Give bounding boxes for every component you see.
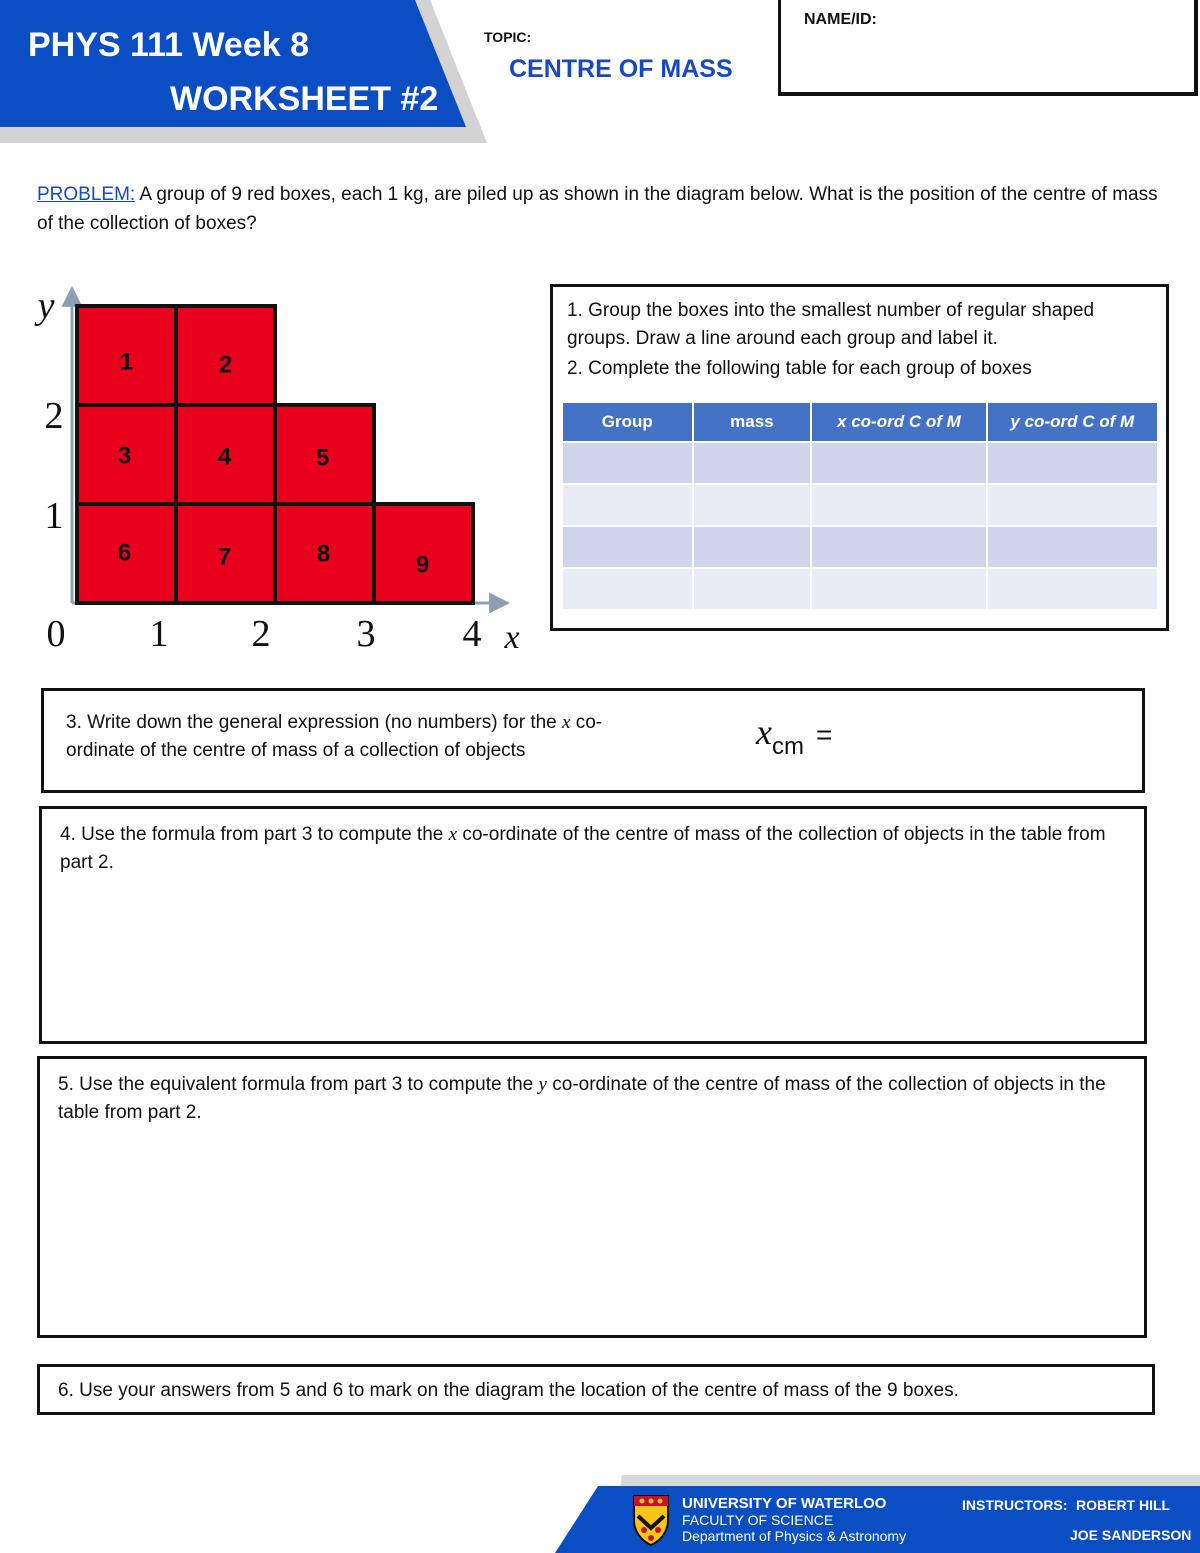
y-axis-label: y: [37, 285, 55, 327]
x-axis-label: x: [504, 619, 520, 656]
col-header-group: Group: [562, 402, 693, 442]
box-label-2: 2: [218, 351, 233, 379]
question-4-box[interactable]: [39, 806, 1147, 1044]
question-5-text-b: co-ordinate of the centre of mass of the collection of objects in the table from part 2.: [58, 1074, 1106, 1123]
x-tick-label-2: 2: [251, 613, 271, 655]
table-cell[interactable]: [811, 526, 986, 568]
question-3-text-b: co-ordinate of the centre of mass of a collection of objects: [66, 712, 603, 761]
header-banner: [0, 0, 500, 145]
table-cell[interactable]: [562, 568, 693, 610]
x-tick-label-3: 3: [356, 613, 376, 655]
question-1-2-box: [550, 284, 1169, 631]
box-label-9: 9: [415, 551, 430, 579]
question-3-box[interactable]: [41, 688, 1145, 793]
xcm-formula: [756, 711, 833, 760]
table-cell[interactable]: [693, 442, 812, 484]
table-row: [562, 526, 1158, 568]
box-label-8: 8: [316, 540, 331, 568]
table-cell[interactable]: [987, 484, 1158, 526]
instructor-1: ROBERT HILL: [1076, 1497, 1171, 1513]
box-label-7: 7: [217, 543, 232, 571]
box-label-6: 6: [117, 539, 132, 567]
box-label-1: 1: [119, 348, 134, 376]
table-row: [562, 442, 1158, 484]
box-label-3: 3: [117, 442, 132, 470]
x-tick-label-4: 4: [462, 613, 482, 655]
question-4-var: x: [448, 824, 458, 845]
col-header-mass: mass: [693, 402, 812, 442]
name-id-label: NAME/ID:: [804, 11, 877, 28]
table-cell[interactable]: [987, 526, 1158, 568]
question-5-box[interactable]: [37, 1056, 1147, 1338]
box-label-4: 4: [217, 443, 232, 471]
box-diagram[interactable]: [30, 280, 530, 660]
instructors-label: INSTRUCTORS:: [962, 1497, 1068, 1513]
question-3-text-a: 3. Write down the general expression (no numbers) for the: [66, 712, 563, 733]
question-1-text: 1. Group the boxes into the smallest number of regular shaped groups. Draw a line around each group and label it.: [567, 300, 1095, 349]
boxes-group: [77, 306, 473, 603]
topic-value: CENTRE OF MASS: [509, 55, 733, 83]
question-2-text: 2. Complete the following table for each group of boxes: [567, 358, 1032, 379]
table-cell[interactable]: [811, 484, 986, 526]
table-cell[interactable]: [811, 442, 986, 484]
question-4-text-a: 4. Use the formula from part 3 to compute the: [60, 824, 449, 845]
question-4-text: [60, 821, 1130, 877]
table-cell[interactable]: [693, 484, 812, 526]
worksheet-title: WORKSHEET #2: [170, 80, 439, 118]
instructor-2: JOE SANDERSON: [1070, 1527, 1192, 1543]
question-5-text-a: 5. Use the equivalent formula from part 3 to compute the: [58, 1074, 539, 1095]
col-header-x-com: x co-ord C of M: [811, 402, 986, 442]
formula-eq: =: [815, 719, 833, 750]
x-tick-label-0: 0: [46, 613, 66, 655]
question-3-text: [66, 709, 666, 765]
table-cell[interactable]: [693, 568, 812, 610]
question-4-text-b: co-ordinate of the centre of mass of the collection of objects in the table from part 2.: [60, 824, 1106, 873]
x-tick-label-1: 1: [149, 613, 169, 655]
table-row: [562, 484, 1158, 526]
course-title: PHYS 111 Week 8: [28, 26, 310, 64]
formula-var: x: [756, 712, 772, 752]
university-name: UNIVERSITY OF WATERLOO: [682, 1495, 887, 1512]
box-label-5: 5: [315, 444, 330, 472]
question-5-text: [58, 1071, 1133, 1127]
question-3-var: x: [562, 712, 571, 733]
question-6-text: 6. Use your answers from 5 and 6 to mark on the diagram the location of the centre of mass of the 9 boxes.: [58, 1380, 959, 1401]
y-tick-label-2: 2: [44, 395, 64, 437]
table-cell[interactable]: [811, 568, 986, 610]
question-5-var: y: [538, 1074, 547, 1095]
table-cell[interactable]: [987, 568, 1158, 610]
problem-label: PROBLEM:: [37, 184, 136, 205]
table-cell[interactable]: [693, 526, 812, 568]
formula-sub: cm: [771, 733, 804, 760]
table-cell[interactable]: [562, 442, 693, 484]
y-tick-label-1: 1: [44, 495, 64, 537]
university-crest-icon: [632, 1494, 670, 1546]
department-name: Department of Physics & Astronomy: [682, 1528, 907, 1544]
table-cell[interactable]: [562, 484, 693, 526]
group-table: [561, 401, 1159, 611]
col-header-y-com: y co-ord C of M: [987, 402, 1158, 442]
faculty-name: FACULTY OF SCIENCE: [682, 1512, 834, 1528]
question-6-box[interactable]: [37, 1364, 1155, 1415]
topic-label: TOPIC:: [484, 29, 532, 45]
table-row: [562, 568, 1158, 610]
problem-statement: [37, 180, 1167, 238]
problem-text: A group of 9 red boxes, each 1 kg, are piled up as shown in the diagram below. What is the position of the centre of mass of the collection of boxes?: [37, 184, 1158, 234]
table-cell[interactable]: [562, 526, 693, 568]
table-cell[interactable]: [987, 442, 1158, 484]
name-id-box[interactable]: [778, 0, 1198, 96]
